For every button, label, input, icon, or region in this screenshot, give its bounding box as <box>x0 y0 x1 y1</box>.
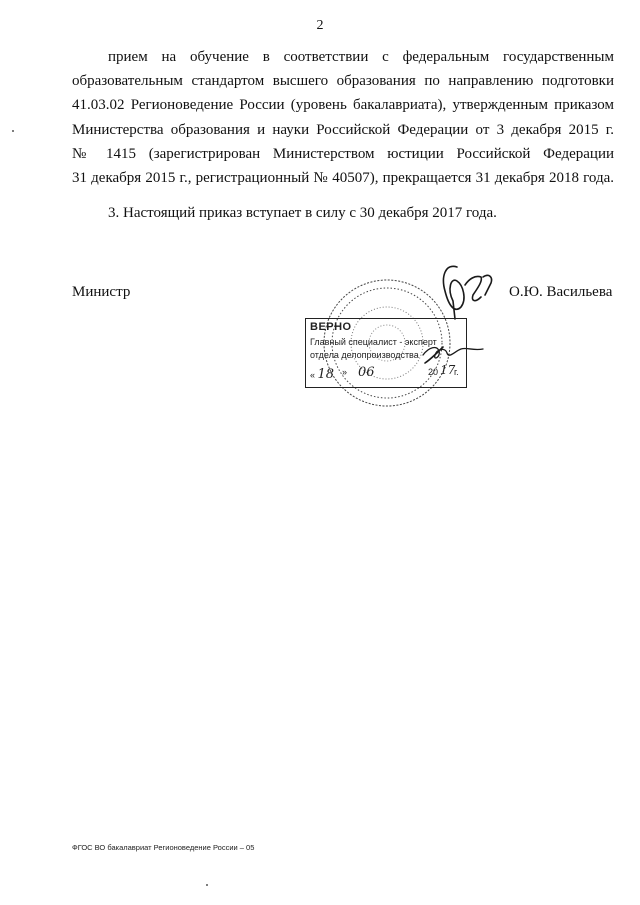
stamp-verified-label: ВЕРНО <box>310 321 352 333</box>
stamp-year-unit: г. <box>454 367 459 377</box>
stamp-date <box>310 363 459 382</box>
stamp-position: Главный специалист - эксперт <box>310 337 437 347</box>
effective-date-paragraph: 3. Настоящий приказ вступает в силу с 30 декабря 2017 года. <box>108 205 497 222</box>
verification-stamp <box>305 318 467 388</box>
body-line: 41.03.02 Регионоведение России (уровень бакалавриата), утвержденным приказом <box>72 97 614 114</box>
stamp-year-prefix: 20 <box>428 367 439 377</box>
stamp-date-month: 06 <box>358 365 375 380</box>
stamp-date-day: 18 <box>317 367 335 382</box>
scan-speck <box>12 130 14 132</box>
body-line: 31 декабря 2015 г., регистрационный № 40507), прекращается 31 декабря 2018 года. <box>72 170 614 187</box>
document-body <box>72 45 614 225</box>
body-line: № 1415 (зарегистрирован Министерством юстиции Российской Федерации <box>72 145 614 162</box>
stamp-year-suffix: 17 <box>440 363 456 377</box>
stamp-date-open: « <box>310 370 316 380</box>
scan-speck <box>206 884 208 886</box>
stamp-date-close: » <box>342 367 348 377</box>
stamp-department: отдела делопроизводства <box>310 350 419 360</box>
body-line: Министерства образования и науки Российской Федерации от 3 декабря 2015 г. <box>72 121 614 138</box>
signatory-title: Министр <box>72 284 131 300</box>
footer-note: ФГОС ВО бакалавриат Регионоведение России – 05 <box>72 843 255 852</box>
signatory-name: О.Ю. Васильева <box>509 284 613 300</box>
body-line: образовательным стандартом высшего образования по направлению подготовки <box>72 73 614 90</box>
page-number: 2 <box>316 18 324 33</box>
body-line: прием на обучение в соответствии с федеральным государственным <box>108 49 614 65</box>
